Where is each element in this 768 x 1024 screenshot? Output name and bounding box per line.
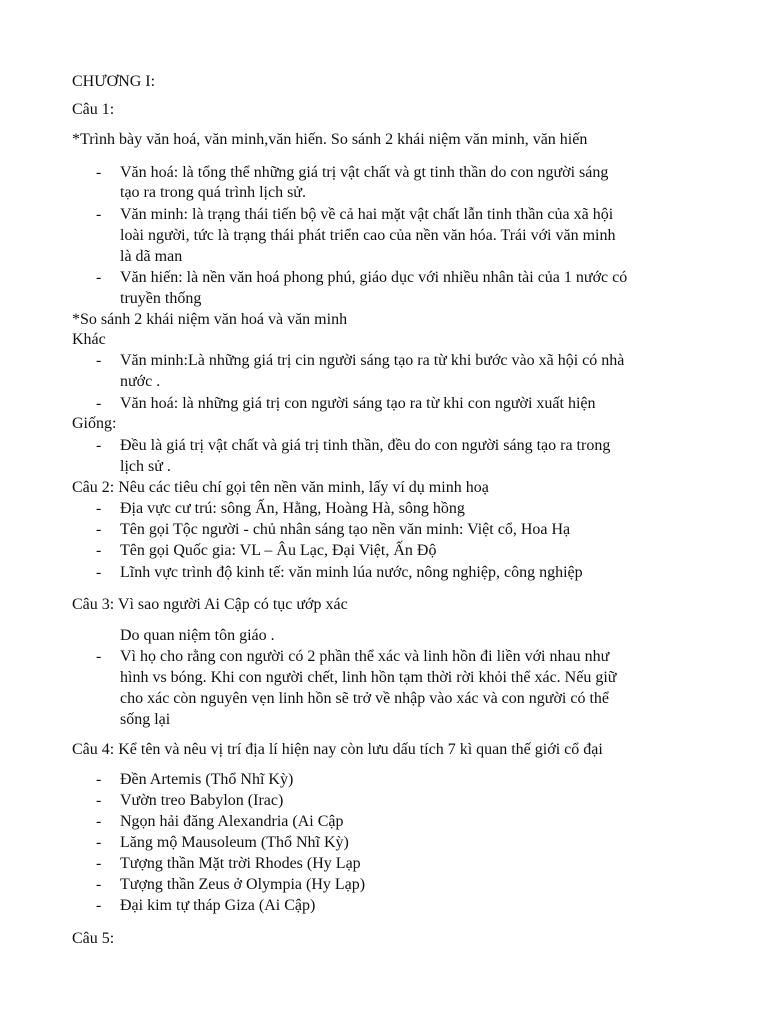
- wonder-item-1: Đền Artemis (Thổ Nhĩ Kỳ): [120, 771, 294, 788]
- wonder-item-6: Tượng thần Zeus ở Olympia (Hy Lạp): [120, 876, 366, 893]
- q1-item-1-line: Văn hoá: là tổng thể những giá trị vật chất và gt tinh thần do con người sáng: [120, 164, 609, 181]
- bullet-dash: -: [96, 395, 102, 412]
- q1-item-3-line: truyền thống: [120, 290, 202, 307]
- bullet-dash: -: [96, 352, 102, 369]
- difference-item-1-line: nước .: [120, 373, 161, 390]
- q1-item-2-line: là dã man: [120, 248, 183, 265]
- bullet-dash: -: [96, 855, 102, 872]
- bullet-dash: -: [96, 834, 102, 851]
- bullet-dash: -: [96, 164, 102, 181]
- bullet-dash: -: [96, 269, 102, 286]
- bullet-dash: -: [96, 897, 102, 914]
- bullet-dash: -: [96, 437, 102, 454]
- q1-item-2-line: Văn minh: là trạng thái tiến bộ về cả hai mặt vật chất lẫn tinh thần của xã hội: [120, 206, 614, 223]
- q2-criterion-3: Tên gọi Quốc gia: VL – Âu Lạc, Đại Việt, Ấn Độ: [120, 542, 437, 559]
- wonder-item-2: Vườn treo Babylon (Irac): [120, 792, 284, 809]
- wonder-item-5: Tượng thần Mặt trời Rhodes (Hy Lạp: [120, 855, 361, 872]
- q2-criterion-4: Lĩnh vực trình độ kinh tế: văn minh lúa nước, nông nghiệp, công nghiệp: [120, 564, 583, 581]
- question-4-heading: Câu 4: Kể tên và nêu vị trí địa lí hiện nay còn lưu dấu tích 7 kì quan thế giới cổ đại: [72, 741, 603, 758]
- bullet-dash: -: [96, 206, 102, 223]
- compare-title: *So sánh 2 khái niệm văn hoá và văn minh: [72, 311, 348, 328]
- difference-label: Khác: [72, 331, 106, 348]
- bullet-dash: -: [96, 542, 102, 559]
- question-1-label: Câu 1:: [72, 101, 115, 118]
- wonder-item-7: Đại kim tự tháp Giza (Ai Cập): [120, 897, 316, 914]
- q3-item-line: sống lại: [120, 711, 171, 728]
- bullet-dash: -: [96, 771, 102, 788]
- q3-item-line: Vì họ cho rằng con người có 2 phần thể xác và linh hồn đi liền với nhau như: [120, 648, 610, 665]
- chapter-heading: CHƯƠNG I:: [72, 73, 156, 90]
- q3-item-line: cho xác còn nguyên vẹn linh hồn sẽ trở về nhập vào xác và con người có thể: [120, 690, 609, 707]
- question-2-heading: Câu 2: Nêu các tiêu chí gọi tên nền văn minh, lấy ví dụ minh hoạ: [72, 479, 489, 496]
- bullet-dash: -: [96, 648, 102, 665]
- q3-item-line: hình vs bóng. Khi con người chết, linh hồn tạm thời rời khỏi thể xác. Nếu giữ: [120, 669, 617, 686]
- question-3-heading: Câu 3: Vì sao người Ai Cập có tục ướp xác: [72, 596, 348, 613]
- q2-criterion-2: Tên gọi Tộc người - chủ nhân sáng tạo nền văn minh: Việt cổ, Hoa Hạ: [120, 521, 571, 538]
- bullet-dash: -: [96, 521, 102, 538]
- question-1-prompt: *Trình bày văn hoá, văn minh,văn hiến. So sánh 2 khái niệm văn minh, văn hiến: [72, 131, 588, 148]
- q1-item-1-line: tạo ra trong quá trình lịch sử.: [120, 184, 306, 201]
- difference-item-1-line: Văn minh:Là những giá trị cin người sáng tạo ra từ khi bước vào xã hội có nhà: [120, 352, 625, 369]
- wonder-item-4: Lăng mộ Mausoleum (Thổ Nhĩ Kỳ): [120, 834, 349, 851]
- similarity-item-line: Đều là giá trị vật chất và giá trị tinh thần, đều do con người sáng tạo ra trong: [120, 437, 611, 454]
- q3-intro: Do quan niệm tôn giáo .: [120, 627, 275, 644]
- wonder-item-3: Ngọn hải đăng Alexandria (Ai Cập: [120, 813, 344, 830]
- bullet-dash: -: [96, 813, 102, 830]
- q1-item-3-line: Văn hiến: là nền văn hoá phong phú, giáo dục với nhiều nhân tài của 1 nước có: [120, 269, 628, 286]
- bullet-dash: -: [96, 564, 102, 581]
- q1-item-2-line: loài người, tức là trạng thái phát triển cao của nền văn hóa. Trái với văn minh: [120, 227, 616, 244]
- difference-item-2-line: Văn hoá: là những giá trị con người sáng tạo ra từ khi con người xuất hiện: [120, 395, 596, 412]
- bullet-dash: -: [96, 876, 102, 893]
- similarity-label: Giống:: [72, 415, 117, 432]
- bullet-dash: -: [96, 500, 102, 517]
- q2-criterion-1: Địa vực cư trú: sông Ấn, Hằng, Hoàng Hà, sông hồng: [120, 500, 465, 517]
- bullet-dash: -: [96, 792, 102, 809]
- similarity-item-line: lịch sử .: [120, 458, 171, 475]
- question-5-label: Câu 5:: [72, 930, 115, 947]
